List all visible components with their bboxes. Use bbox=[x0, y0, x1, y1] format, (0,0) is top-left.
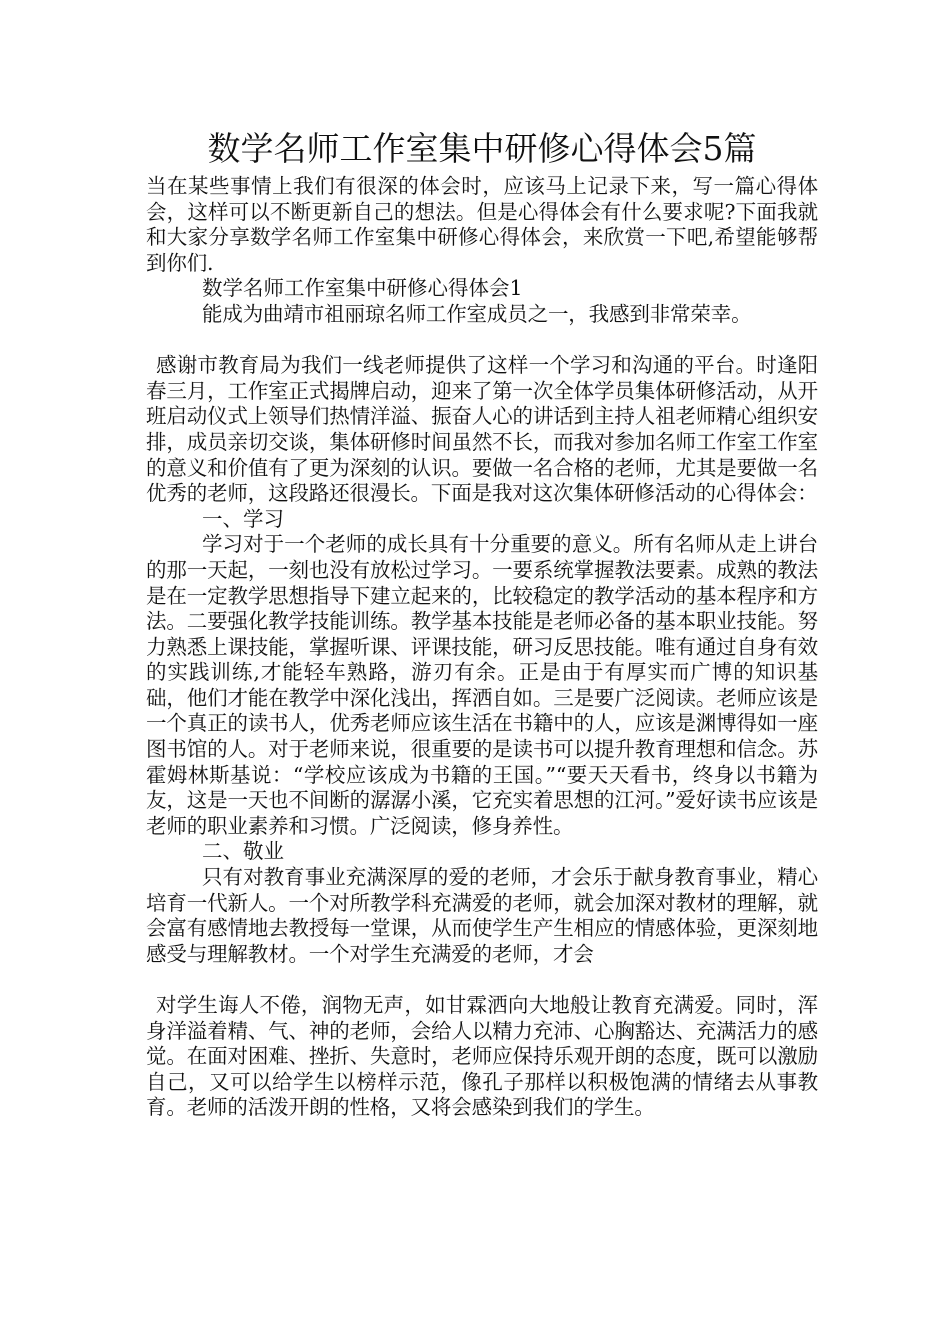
intro-paragraph: 当在某些事情上我们有很深的体会时，应该马上记录下来，写一篇心得体会，这样可以不断更新自己的想法。但是心得体会有什么要求呢?下面我就和大家分享数学名师工作室集中研修心得体会，来欣赏一下吧,希望能够帮到你们. bbox=[146, 174, 818, 275]
document-title: 数学名师工作室集中研修心得体会5篇 bbox=[207, 129, 757, 168]
blank-line bbox=[146, 967, 818, 993]
heading-study: 一、学习 bbox=[202, 506, 284, 531]
paragraph-thanks: 感谢市教育局为我们一线老师提供了这样一个学习和沟通的平台。时逢阳春三月，工作室正式揭牌启动，迎来了第一次全体学员集体研修活动，从开班启动仪式上领导们热情洋溢、振奋人心的讲话到主持人祖老师精心组织安排，成员亲切交谈，集体研修时间虽然不长，而我对参加名师工作室工作室的意义和价值有了更为深刻的认识。要做一名合格的老师，尤其是要做一名优秀的老师，这段路还很漫长。下面是我对这次集体研修活动的心得体会： bbox=[146, 353, 818, 506]
paragraph-dedication: 只有对教育事业充满深厚的爱的老师，才会乐于献身教育事业，精心培育一代新人。一个对所教学科充满爱的老师，就会加深对教材的理解，就会富有感情地去教授每一堂课，从而使学生产生相应的情感体验，更深刻地感受与理解教材。一个对学生充满爱的老师，才会 bbox=[146, 865, 818, 966]
blank-line bbox=[146, 328, 818, 354]
heading-dedication: 二、敬业 bbox=[202, 839, 284, 864]
paragraph-study: 学习对于一个老师的成长具有十分重要的意义。所有名师从走上讲台的那一天起，一刻也没有放松过学习。一要系统掌握教法要素。成熟的教法是在一定教学思想指导下建立起来的，比较稳定的教学活动的基本程序和方法。二要强化教学技能训练。教学基本技能是老师必备的基本职业技能。努力熟悉上课技能，掌握听课、评课技能，研习反思技能。唯有通过自身有效的实践训练,才能轻车熟路，游刃有余。正是由于有厚实而广博的知识基础，他们才能在教学中深化浅出，挥洒自如。三是要广泛阅读。老师应该是一个真正的读书人，优秀老师应该生活在书籍中的人，应该是渊博得如一座图书馆的人。对于老师来说，很重要的是读书可以提升教育理想和信念。苏霍姆林斯基说：“学校应该成为书籍的王国。”“要天天看书，终身以书籍为友，这是一天也不间断的潺潺小溪，它充实着思想的江河。”爱好读书应该是老师的职业素养和习惯。广泛阅读，修身养性。 bbox=[146, 532, 818, 838]
paragraph-attitude: 对学生诲人不倦，润物无声，如甘霖洒向大地般让教育充满爱。同时，浑身洋溢着精、气、神的老师，会给人以精力充沛、心胸豁达、充满活力的感觉。在面对困难、挫折、失意时，老师应保持乐观开朗的态度，既可以激励自己，又可以给学生以榜样示范，像孔子那样以积极饱满的情绪去从事教育。老师的活泼开朗的性格，又将会感染到我们的学生。 bbox=[146, 993, 818, 1120]
document-page bbox=[146, 126, 818, 1121]
section-title: 数学名师工作室集中研修心得体会1 bbox=[202, 276, 523, 301]
paragraph-honor: 能成为曲靖市祖丽琼名师工作室成员之一，我感到非常荣幸。 bbox=[202, 301, 752, 326]
